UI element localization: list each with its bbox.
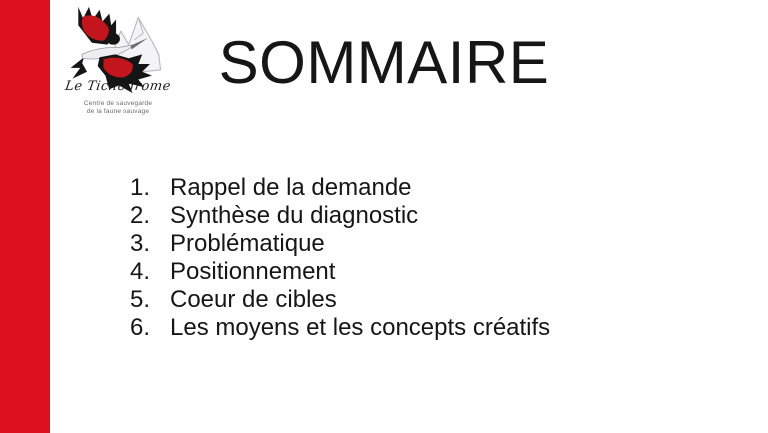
toc-item <box>130 174 550 202</box>
toc-item <box>130 286 550 314</box>
toc-item-number: 6. <box>130 314 151 341</box>
toc-item <box>130 230 550 258</box>
logo-caption-line2: de la faune sauvage <box>86 108 150 115</box>
toc-item-number: 1. <box>130 174 151 201</box>
slide-title: SOMMAIRE <box>218 29 550 96</box>
toc-item <box>130 314 550 342</box>
toc-item-number: 5. <box>130 286 151 313</box>
toc-item-label: Problématique <box>170 230 325 257</box>
toc-item-number: 3. <box>130 230 151 257</box>
toc-item-label: Rappel de la demande <box>170 174 412 201</box>
toc-item-number: 4. <box>130 258 151 285</box>
toc-item-label: Positionnement <box>170 258 336 285</box>
toc-item-label: Coeur de cibles <box>170 286 337 313</box>
toc-item <box>130 202 550 230</box>
toc-list <box>130 174 550 342</box>
toc-item-number: 2. <box>130 202 151 229</box>
logo-name: Le Tichodrome <box>64 79 172 94</box>
toc-item-label: Synthèse du diagnostic <box>170 202 419 229</box>
toc-item <box>130 258 550 286</box>
toc-item-label: Les moyens et les concepts créatifs <box>170 314 551 341</box>
logo-caption-line1: Centre de sauvegarde <box>83 100 153 107</box>
